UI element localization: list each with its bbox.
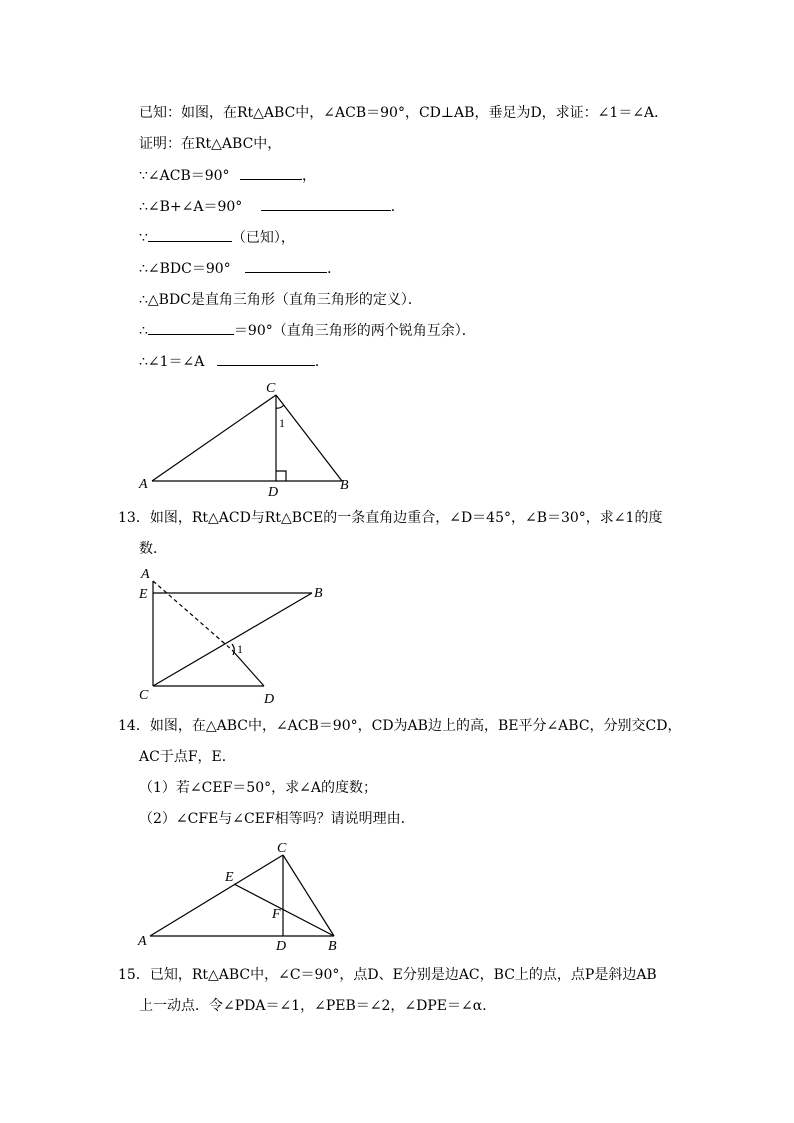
p13-line1: 13．如图，Rt△ACD与Rt△BCE的一条直角边重合，∠D＝45°，∠B＝30°，求∠1的度: [118, 510, 663, 526]
p12-step2-text: ∴∠B+∠A＝90°: [139, 199, 243, 215]
p14-seg-cb: [283, 855, 334, 936]
p12-proof-intro: 证明：在Rt△ABC中，: [139, 136, 282, 152]
p12-step6-suffix: ＝90°（直角三角形的两个锐角互余）．: [233, 323, 476, 339]
p12-label-c: C: [266, 381, 276, 396]
p12-step3-suffix: （已知），: [231, 230, 295, 246]
p13-angle-arc: [232, 644, 234, 655]
p14-label-e: E: [225, 870, 234, 885]
p14-label-a: A: [138, 934, 147, 949]
p13-label-b: B: [314, 586, 323, 601]
p12-step7-text: ∴∠1＝∠A: [139, 354, 205, 370]
p14-part1: （1）若∠CEF＝50°，求∠A的度数；: [139, 780, 377, 796]
p15-line1: 15．已知，Rt△ABC中，∠C＝90°，点D、E分别是边AC，BC上的点，点P是斜边AB: [118, 967, 657, 983]
p14-label-f: F: [272, 907, 281, 922]
p14-label-b: B: [328, 939, 337, 954]
p13-label-angle1: 1: [237, 642, 243, 656]
p14-seg-be: [234, 884, 334, 936]
p12-statement: 已知：如图，在Rt△ABC中，∠ACB＝90°，CD⊥AB，垂足为D，求证：∠1＝∠A．: [139, 105, 669, 121]
p12-step7-suffix: ．: [314, 354, 329, 370]
p14-seg-ac: [150, 855, 283, 936]
p12-step1-suffix: ，: [302, 168, 317, 184]
p12-label-d: D: [268, 485, 279, 500]
p13-seg-ad-dashed: [153, 581, 232, 650]
p12-label-b: B: [340, 478, 349, 493]
p12-step4-suffix: ．: [327, 261, 342, 277]
p12-angle-arc: [276, 405, 284, 408]
p13-label-e: E: [139, 587, 148, 602]
p13-label-c: C: [139, 688, 149, 703]
p12-seg-ac: [152, 395, 276, 481]
p14-line2: AC于点F，E．: [139, 749, 236, 765]
p12-right-angle-mark: [276, 471, 286, 481]
p14-line1: 14．如图，在△ABC中，∠ACB＝90°，CD为AB边上的高，BE平分∠ABC，分别交CD，: [118, 718, 682, 734]
p12-step2-suffix: ．: [390, 199, 405, 215]
p14-part2: （2）∠CFE与∠CEF相等吗？请说明理由．: [139, 811, 415, 827]
p13-line2: 数．: [139, 541, 167, 557]
p12-step6-text: ∴: [139, 323, 148, 339]
p13-label-d: D: [264, 692, 275, 707]
p13-label-a: A: [141, 567, 150, 582]
p12-step5: ∴△BDC是直角三角形（直角三角形的定义）．: [139, 292, 422, 308]
p14-label-d: D: [276, 939, 287, 954]
p12-step4-text: ∴∠BDC＝90°: [139, 261, 231, 277]
p15-line2: 上一动点．令∠PDA＝∠1，∠PEB＝∠2，∠DPE＝∠α．: [139, 998, 497, 1014]
p12-label-angle1: 1: [279, 416, 285, 430]
p14-label-c: C: [277, 841, 287, 856]
p12-seg-cb: [276, 395, 342, 481]
p12-step3-text: ∵: [139, 230, 148, 246]
p12-step1-text: ∵∠ACB＝90°: [139, 168, 230, 184]
p13-seg-cb: [153, 593, 312, 686]
p12-label-a: A: [139, 477, 148, 492]
